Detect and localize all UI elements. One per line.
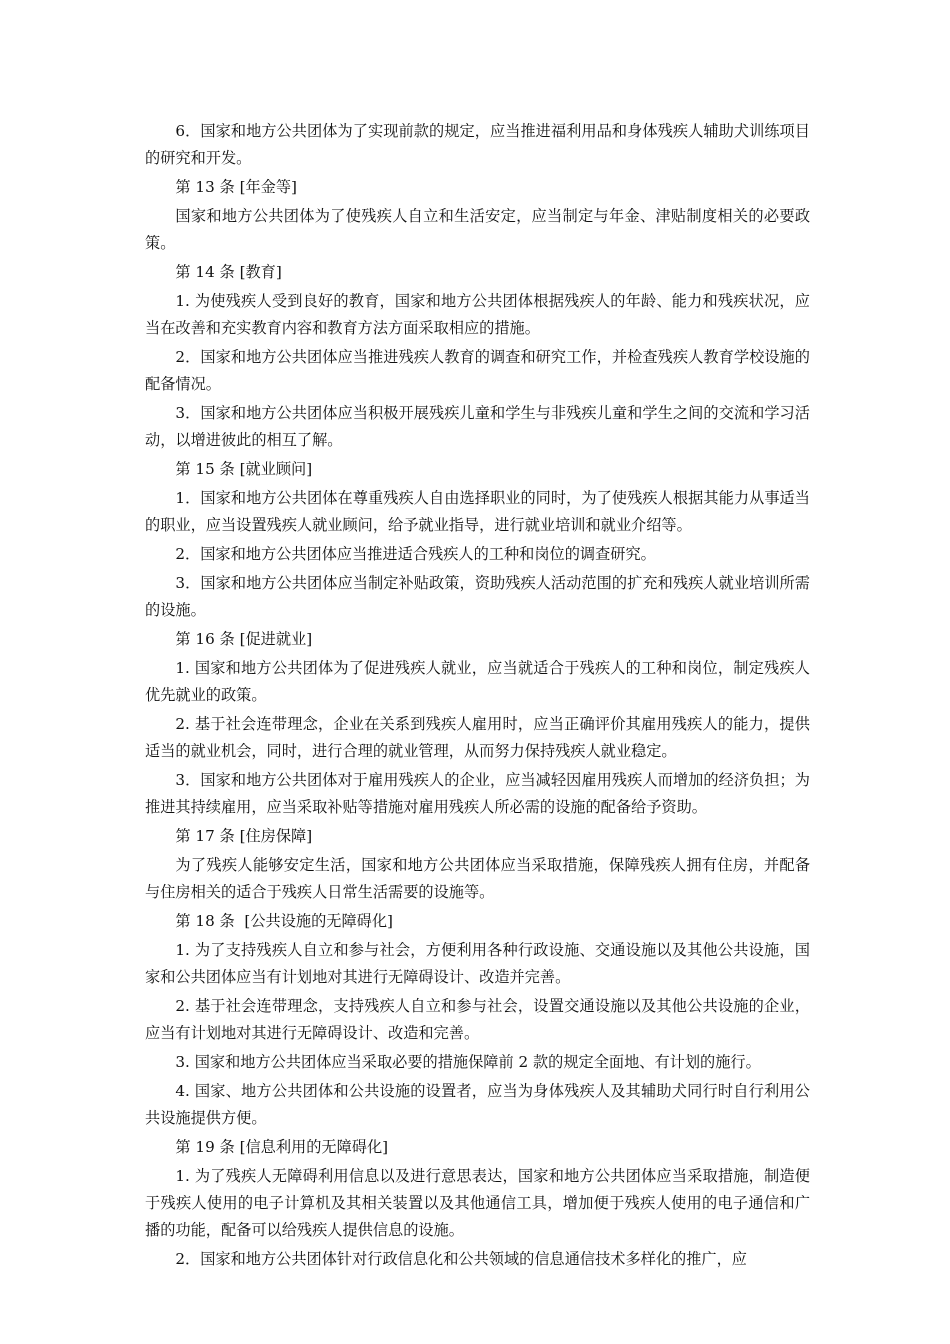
article-19-paragraph-1: 1. 为了残疾人无障碍利用信息以及进行意思表达，国家和地方公共团体应当采取措施，制造便于残疾人使用的电子计算机及其相关装置以及其他通信工具，增加便于残疾人使用的电子通信和广播的功能，配备可以给残疾人提供信息的设施。 bbox=[145, 1167, 810, 1239]
article-18-paragraph-3: 3. 国家和地方公共团体应当采取必要的措施保障前 2 款的规定全面地、有计划的施行。 bbox=[175, 1053, 761, 1071]
article-15-paragraph-1: 1．国家和地方公共团体在尊重残疾人自由选择职业的同时，为了使残疾人根据其能力从事适当的职业，应当设置残疾人就业顾问，给予就业指导，进行就业培训和就业介绍等。 bbox=[145, 489, 810, 534]
article-14-paragraph-2: 2．国家和地方公共团体应当推进残疾人教育的调查和研究工作，并检查残疾人教育学校设施的配备情况。 bbox=[145, 348, 810, 393]
article-16-heading: 第 16 条 [促进就业] bbox=[175, 630, 313, 648]
article-13-heading: 第 13 条 [年金等] bbox=[175, 178, 297, 196]
article-16-paragraph-2: 2. 基于社会连带理念，企业在关系到残疾人雇用时，应当正确评价其雇用残疾人的能力，提供适当的就业机会，同时，进行合理的就业管理，从而努力保持残疾人就业稳定。 bbox=[145, 715, 810, 760]
article-15-heading: 第 15 条 [就业顾问] bbox=[175, 460, 313, 478]
article-16-paragraph-1: 1. 国家和地方公共团体为了促进残疾人就业，应当就适合于残疾人的工种和岗位，制定残疾人优先就业的政策。 bbox=[145, 659, 810, 704]
article-15-paragraph-3: 3．国家和地方公共团体应当制定补贴政策，资助残疾人活动范围的扩充和残疾人就业培训所需的设施。 bbox=[145, 574, 810, 619]
article-14-heading: 第 14 条 [教育] bbox=[175, 263, 282, 281]
article-17-heading: 第 17 条 [住房保障] bbox=[175, 827, 313, 845]
document-page bbox=[145, 118, 810, 1275]
article-13-paragraph: 国家和地方公共团体为了使残疾人自立和生活安定，应当制定与年金、津贴制度相关的必要政策。 bbox=[145, 207, 810, 252]
article-19-heading: 第 19 条 [信息利用的无障碍化] bbox=[175, 1138, 389, 1156]
article-18-heading: 第 18 条 [公共设施的无障碍化] bbox=[175, 912, 393, 930]
article-14-paragraph-3: 3．国家和地方公共团体应当积极开展残疾儿童和学生与非残疾儿童和学生之间的交流和学习活动，以增进彼此的相互了解。 bbox=[145, 404, 810, 449]
paragraph-6-assistive-devices: 6．国家和地方公共团体为了实现前款的规定，应当推进福利用品和身体残疾人辅助犬训练项目的研究和开发。 bbox=[145, 122, 810, 167]
article-19-paragraph-2: 2．国家和地方公共团体针对行政信息化和公共领域的信息通信技术多样化的推广，应 bbox=[175, 1250, 747, 1268]
article-18-paragraph-1: 1. 为了支持残疾人自立和参与社会，方便利用各种行政设施、交通设施以及其他公共设施，国家和公共团体应当有计划地对其进行无障碍设计、改造并完善。 bbox=[145, 941, 810, 986]
article-14-paragraph-1: 1. 为使残疾人受到良好的教育，国家和地方公共团体根据残疾人的年龄、能力和残疾状况，应当在改善和充实教育内容和教育方法方面采取相应的措施。 bbox=[145, 292, 810, 337]
article-16-paragraph-3: 3．国家和地方公共团体对于雇用残疾人的企业，应当减轻因雇用残疾人而增加的经济负担；为推进其持续雇用，应当采取补贴等措施对雇用残疾人所必需的设施的配备给予资助。 bbox=[145, 771, 810, 816]
article-18-paragraph-2: 2. 基于社会连带理念，支持残疾人自立和参与社会，设置交通设施以及其他公共设施的企业，应当有计划地对其进行无障碍设计、改造和完善。 bbox=[145, 997, 810, 1042]
article-15-paragraph-2: 2．国家和地方公共团体应当推进适合残疾人的工种和岗位的调查研究。 bbox=[175, 545, 656, 563]
article-18-paragraph-4: 4. 国家、地方公共团体和公共设施的设置者，应当为身体残疾人及其辅助犬同行时自行利用公共设施提供方便。 bbox=[145, 1082, 810, 1127]
article-17-paragraph: 为了残疾人能够安定生活，国家和地方公共团体应当采取措施，保障残疾人拥有住房，并配备与住房相关的适合于残疾人日常生活需要的设施等。 bbox=[145, 856, 810, 901]
